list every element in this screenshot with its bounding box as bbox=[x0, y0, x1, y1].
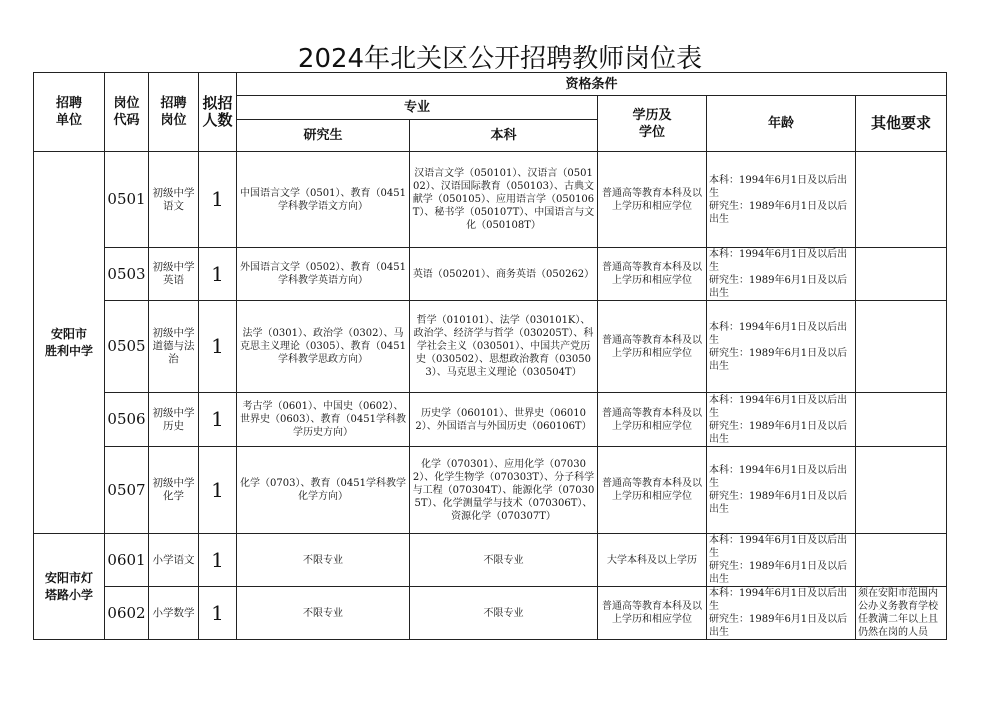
post-code: 0506 bbox=[105, 393, 149, 447]
age-requirement: 本科：1994年6月1日及以后出生 研究生：1989年6月1日及以后出生 bbox=[707, 248, 856, 301]
table-row bbox=[34, 248, 947, 301]
undergraduate-major: 哲学（010101）、法学（030101K）、政治学、经济学与哲学（030205T）、科学社会主义（030501）、中国共产党历史（030502）、思想政治教育（030503）、马克思主义理论（030504T） bbox=[410, 301, 598, 393]
table-row bbox=[34, 534, 947, 587]
undergraduate-major: 不限专业 bbox=[410, 534, 598, 587]
table-row bbox=[34, 152, 947, 248]
education-requirement: 普通高等教育本科及以上学历和相应学位 bbox=[598, 393, 707, 447]
page-title: 2024年北关区公开招聘教师岗位表 bbox=[297, 44, 703, 74]
post-name: 小学数学 bbox=[149, 587, 199, 640]
header-count: 拟招 人数 bbox=[199, 73, 237, 152]
post-code: 0505 bbox=[105, 301, 149, 393]
other-requirement bbox=[856, 301, 947, 393]
undergraduate-major: 汉语言文学（050101）、汉语言（050102）、汉语国际教育（050103）、古典文献学（050105）、应用语言学（050106T）、秘书学（050107T）、中国语言与文化（050108T） bbox=[410, 152, 598, 248]
header-education: 学历及 学位 bbox=[598, 96, 707, 152]
unit-name: 安阳市灯 塔路小学 bbox=[34, 534, 105, 640]
age-requirement: 本科：1994年6月1日及以后出生 研究生：1989年6月1日及以后出生 bbox=[707, 447, 856, 534]
header-major: 专业 bbox=[237, 96, 598, 120]
graduate-major: 中国语言文学（0501）、教育（0451学科教学语文方向） bbox=[237, 152, 410, 248]
graduate-major: 法学（0301）、政治学（0302）、马克思主义理论（0305）、教育（0451学科教学思政方向） bbox=[237, 301, 410, 393]
undergraduate-major: 化学（070301）、应用化学（070302）、化学生物学（070303T）、分子科学与工程（070304T）、能源化学（070305T）、化学测量学与技术（070306T）、资源化学（070307T） bbox=[410, 447, 598, 534]
header-post: 招聘 岗位 bbox=[149, 73, 199, 152]
header-graduate: 研究生 bbox=[237, 120, 410, 152]
age-requirement: 本科：1994年6月1日及以后出生 研究生：1989年6月1日及以后出生 bbox=[707, 587, 856, 640]
post-name: 初级中学 道德与法 治 bbox=[149, 301, 199, 393]
graduate-major: 化学（0703）、教育（0451学科教学化学方向） bbox=[237, 447, 410, 534]
post-count: 1 bbox=[199, 152, 237, 248]
education-requirement: 普通高等教育本科及以上学历和相应学位 bbox=[598, 152, 707, 248]
other-requirement bbox=[856, 393, 947, 447]
graduate-major: 不限专业 bbox=[237, 587, 410, 640]
table-row bbox=[34, 393, 947, 447]
post-count: 1 bbox=[199, 587, 237, 640]
age-requirement: 本科：1994年6月1日及以后出生 研究生：1989年6月1日及以后出生 bbox=[707, 534, 856, 587]
age-requirement: 本科：1994年6月1日及以后出生 研究生：1989年6月1日及以后出生 bbox=[707, 152, 856, 248]
post-code: 0602 bbox=[105, 587, 149, 640]
header-code: 岗位 代码 bbox=[105, 73, 149, 152]
header-other: 其他要求 bbox=[856, 96, 947, 152]
other-requirement bbox=[856, 248, 947, 301]
undergraduate-major: 英语（050201）、商务英语（050262） bbox=[410, 248, 598, 301]
post-count: 1 bbox=[199, 534, 237, 587]
post-name: 小学语文 bbox=[149, 534, 199, 587]
post-name: 初级中学 化学 bbox=[149, 447, 199, 534]
table-row bbox=[34, 587, 947, 640]
other-requirement bbox=[856, 152, 947, 248]
post-code: 0503 bbox=[105, 248, 149, 301]
post-count: 1 bbox=[199, 447, 237, 534]
undergraduate-major: 不限专业 bbox=[410, 587, 598, 640]
header-age: 年龄 bbox=[707, 96, 856, 152]
post-count: 1 bbox=[199, 393, 237, 447]
age-requirement: 本科：1994年6月1日及以后出生 研究生：1989年6月1日及以后出生 bbox=[707, 393, 856, 447]
other-requirement: 须在安阳市范围内公办义务教育学校任教满二年以上且仍然在岗的人员 bbox=[856, 587, 947, 640]
post-count: 1 bbox=[199, 248, 237, 301]
post-name: 初级中学 英语 bbox=[149, 248, 199, 301]
post-code: 0507 bbox=[105, 447, 149, 534]
other-requirement bbox=[856, 447, 947, 534]
recruitment-table bbox=[33, 72, 947, 640]
education-requirement: 普通高等教育本科及以上学历和相应学位 bbox=[598, 447, 707, 534]
table-row bbox=[34, 447, 947, 534]
header-qualifications: 资格条件 bbox=[237, 73, 947, 96]
post-code: 0601 bbox=[105, 534, 149, 587]
post-code: 0501 bbox=[105, 152, 149, 248]
education-requirement: 大学本科及以上学历 bbox=[598, 534, 707, 587]
unit-name: 安阳市 胜利中学 bbox=[34, 152, 105, 534]
table-row bbox=[34, 301, 947, 393]
education-requirement: 普通高等教育本科及以上学历和相应学位 bbox=[598, 587, 707, 640]
header-undergraduate: 本科 bbox=[410, 120, 598, 152]
education-requirement: 普通高等教育本科及以上学历和相应学位 bbox=[598, 248, 707, 301]
other-requirement bbox=[856, 534, 947, 587]
graduate-major: 外国语言文学（0502）、教育（0451学科教学英语方向） bbox=[237, 248, 410, 301]
post-count: 1 bbox=[199, 301, 237, 393]
undergraduate-major: 历史学（060101）、世界史（060102）、外国语言与外国历史（060106T） bbox=[410, 393, 598, 447]
post-name: 初级中学 语文 bbox=[149, 152, 199, 248]
age-requirement: 本科：1994年6月1日及以后出生 研究生：1989年6月1日及以后出生 bbox=[707, 301, 856, 393]
education-requirement: 普通高等教育本科及以上学历和相应学位 bbox=[598, 301, 707, 393]
header-unit: 招聘 单位 bbox=[34, 73, 105, 152]
graduate-major: 不限专业 bbox=[237, 534, 410, 587]
graduate-major: 考古学（0601）、中国史（0602）、世界史（0603）、教育（0451学科教学历史方向） bbox=[237, 393, 410, 447]
post-name: 初级中学 历史 bbox=[149, 393, 199, 447]
